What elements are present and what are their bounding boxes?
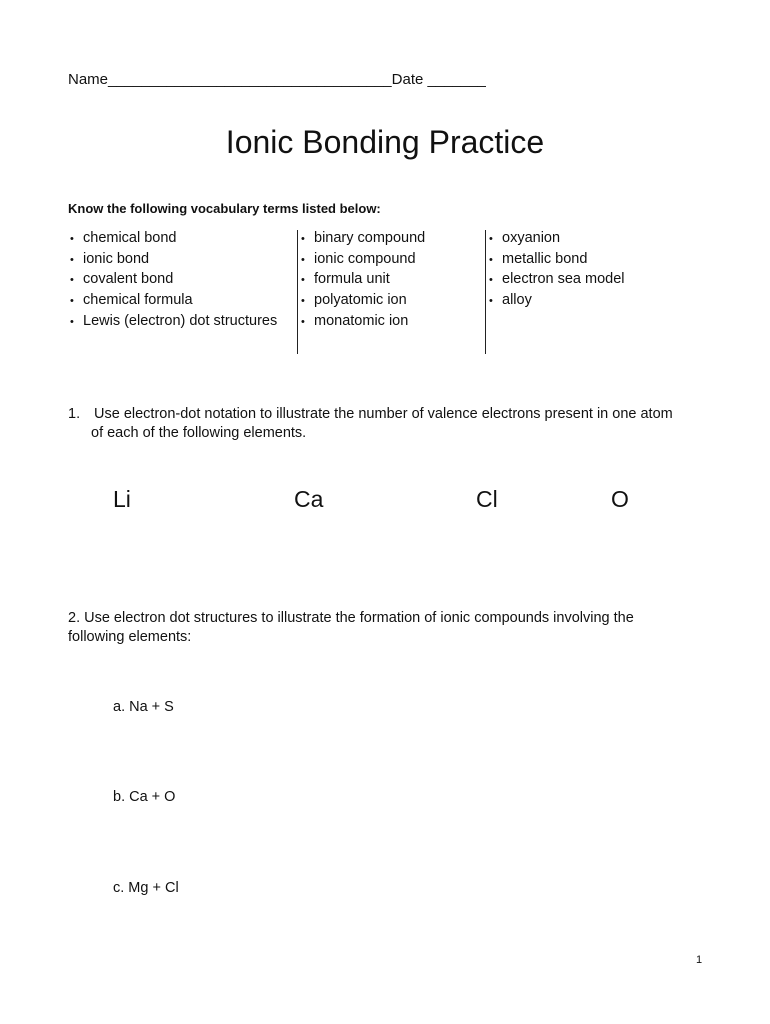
question-1-text-continued: of each of the following elements. [91,425,307,441]
question-1-number: 1. [68,406,81,422]
bullet-icon: • [489,233,493,245]
question-2-part-b: b. Ca + O [113,789,176,805]
bullet-icon: • [489,295,493,308]
vocab-term: oxyanion [502,230,561,246]
page-number: 1 [696,954,703,966]
bullet-icon: • [301,315,305,328]
bullet-icon: • [489,253,493,266]
element-ca: Ca [294,486,324,512]
list-item [489,250,625,271]
element-cl: Cl [476,486,498,512]
column-divider [297,230,298,354]
list-item [301,229,425,250]
question-2 [68,609,634,647]
vocab-term: alloy [502,292,532,309]
question-2-part-c: c. Mg + Cl [113,880,179,896]
question-1 [68,405,673,443]
list-item [489,291,625,312]
page-title: Ionic Bonding Practice [225,124,545,160]
vocab-term: chemical bond [83,230,177,246]
list-item [489,270,625,291]
list-item [70,250,277,271]
list-item [301,270,425,291]
bullet-icon: • [70,315,74,328]
bullet-icon: • [70,253,74,266]
bullet-icon: • [301,233,305,245]
bullet-icon: • [70,274,74,287]
list-item [70,229,277,250]
list-item [70,270,277,291]
vocabulary-column-3 [489,229,625,312]
bullet-icon: • [70,233,74,245]
list-item [70,312,277,333]
bullet-icon: • [489,274,493,287]
vocabulary-column-1 [70,229,277,333]
element-li: Li [113,486,131,512]
vocabulary-column-2 [301,229,425,333]
list-item [301,250,425,271]
name-date-line: Name__________________________________Date _______ [68,71,486,88]
vocab-term: Lewis (electron) dot structures [83,312,278,329]
vocab-term: electron sea model [502,271,625,288]
question-2-part-a: a. Na + S [113,699,174,715]
bullet-icon: • [301,253,305,266]
vocab-term: metallic bond [502,250,588,267]
list-item [301,312,425,333]
question-1-text: Use electron-dot notation to illustrate the number of valence electrons present in one atom [94,406,673,422]
vocab-term: formula unit [314,271,390,288]
vocab-term: ionic bond [83,250,150,267]
bullet-icon: • [301,295,305,308]
bullet-icon: • [70,295,74,308]
question-2-text-continued: following elements: [68,629,192,645]
list-item [489,229,625,250]
vocab-term: chemical formula [83,292,193,309]
vocab-term: binary compound [314,230,426,246]
list-item [301,291,425,312]
vocab-term: monatomic ion [314,312,409,329]
vocab-term: ionic compound [314,250,416,267]
list-item [70,291,277,312]
column-divider [485,230,486,354]
question-2-text: 2. Use electron dot structures to illustrate the formation of ionic compounds involving the [68,610,634,626]
vocab-term: polyatomic ion [314,292,407,309]
element-o: O [611,486,629,512]
vocab-term: covalent bond [83,271,174,288]
bullet-icon: • [301,274,305,287]
vocabulary-heading: Know the following vocabulary terms listed below: [68,201,381,216]
